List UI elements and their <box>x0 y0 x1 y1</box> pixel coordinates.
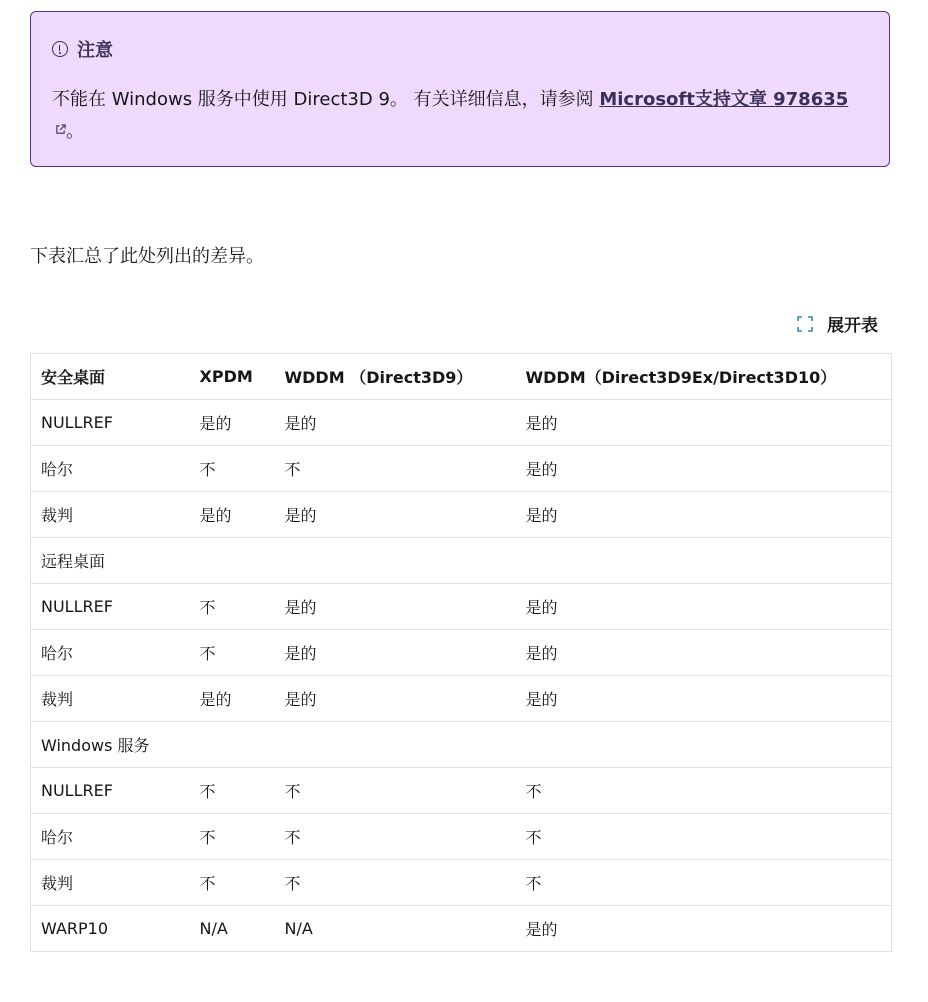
table-cell: 是的 <box>275 584 516 630</box>
table-cell <box>190 722 275 768</box>
table-cell: 不 <box>275 860 516 906</box>
table-cell: 不 <box>275 446 516 492</box>
table-cell: 不 <box>275 814 516 860</box>
note-title <box>52 36 113 62</box>
table-row <box>31 906 892 952</box>
table-cell: 是的 <box>275 492 516 538</box>
table-cell: NULLREF <box>31 400 190 446</box>
table-row <box>31 860 892 906</box>
table-cell: 不 <box>190 768 275 814</box>
table-cell: WARP10 <box>31 906 190 952</box>
table-cell <box>275 538 516 584</box>
note-callout <box>30 11 890 167</box>
table-cell: 哈尔 <box>31 630 190 676</box>
table-cell: 裁判 <box>31 492 190 538</box>
table-body <box>31 400 892 952</box>
expand-table-label: 展开表 <box>827 316 878 336</box>
table-cell: 是的 <box>190 400 275 446</box>
column-header: 安全桌面 <box>31 354 190 400</box>
note-body-suffix: 。 <box>66 121 84 142</box>
table-cell: 远程桌面 <box>31 538 190 584</box>
table-cell: 不 <box>190 814 275 860</box>
table-cell <box>275 722 516 768</box>
note-body <box>52 84 852 148</box>
table-header-row <box>31 354 892 400</box>
summary-text: 下表汇总了此处列出的差异。 <box>30 246 264 267</box>
table-row <box>31 676 892 722</box>
table-cell: 是的 <box>516 492 892 538</box>
table-cell: N/A <box>275 906 516 952</box>
table-cell: 不 <box>275 768 516 814</box>
table-cell: 是的 <box>275 630 516 676</box>
column-header: WDDM（Direct3D9Ex/Direct3D10） <box>516 354 892 400</box>
table-cell: 是的 <box>516 446 892 492</box>
note-body-prefix: 不能在 Windows 服务中使用 Direct3D 9。 有关详细信息，请参阅 <box>52 89 600 110</box>
table-cell: 哈尔 <box>31 446 190 492</box>
expand-table-button[interactable] <box>797 311 878 336</box>
table-cell: 哈尔 <box>31 814 190 860</box>
table-cell: 是的 <box>190 492 275 538</box>
table-cell: 是的 <box>516 400 892 446</box>
table-cell: 是的 <box>275 400 516 446</box>
table-cell: 不 <box>190 584 275 630</box>
table-cell: NULLREF <box>31 768 190 814</box>
table-cell <box>190 538 275 584</box>
table-row <box>31 538 892 584</box>
table-cell: 不 <box>516 860 892 906</box>
column-header: XPDM <box>190 354 275 400</box>
table-row <box>31 584 892 630</box>
table-cell: 裁判 <box>31 860 190 906</box>
table-row <box>31 814 892 860</box>
table-row <box>31 400 892 446</box>
table-cell: N/A <box>190 906 275 952</box>
support-article-link-text: Microsoft支持文章 978635 <box>599 89 849 110</box>
table-cell: 是的 <box>275 676 516 722</box>
column-header: WDDM （Direct3D9） <box>275 354 516 400</box>
table-cell <box>516 722 892 768</box>
table-cell: 不 <box>190 860 275 906</box>
table-cell: 不 <box>516 814 892 860</box>
table-row <box>31 722 892 768</box>
table-row <box>31 768 892 814</box>
table-cell <box>516 538 892 584</box>
external-link-icon <box>55 124 66 135</box>
comparison-table <box>30 353 892 952</box>
table-cell: 是的 <box>516 584 892 630</box>
note-title-text: 注意 <box>77 40 113 61</box>
table-cell: 不 <box>516 768 892 814</box>
table-cell: NULLREF <box>31 584 190 630</box>
table-cell: 不 <box>190 446 275 492</box>
table-cell: Windows 服务 <box>31 722 190 768</box>
table-cell: 是的 <box>190 676 275 722</box>
table-row <box>31 492 892 538</box>
table-row <box>31 630 892 676</box>
table-cell: 裁判 <box>31 676 190 722</box>
table-cell: 是的 <box>516 906 892 952</box>
table-row <box>31 446 892 492</box>
info-circle-icon <box>52 41 68 57</box>
table-cell: 是的 <box>516 676 892 722</box>
table-cell: 不 <box>190 630 275 676</box>
expand-icon <box>797 316 813 332</box>
table-cell: 是的 <box>516 630 892 676</box>
